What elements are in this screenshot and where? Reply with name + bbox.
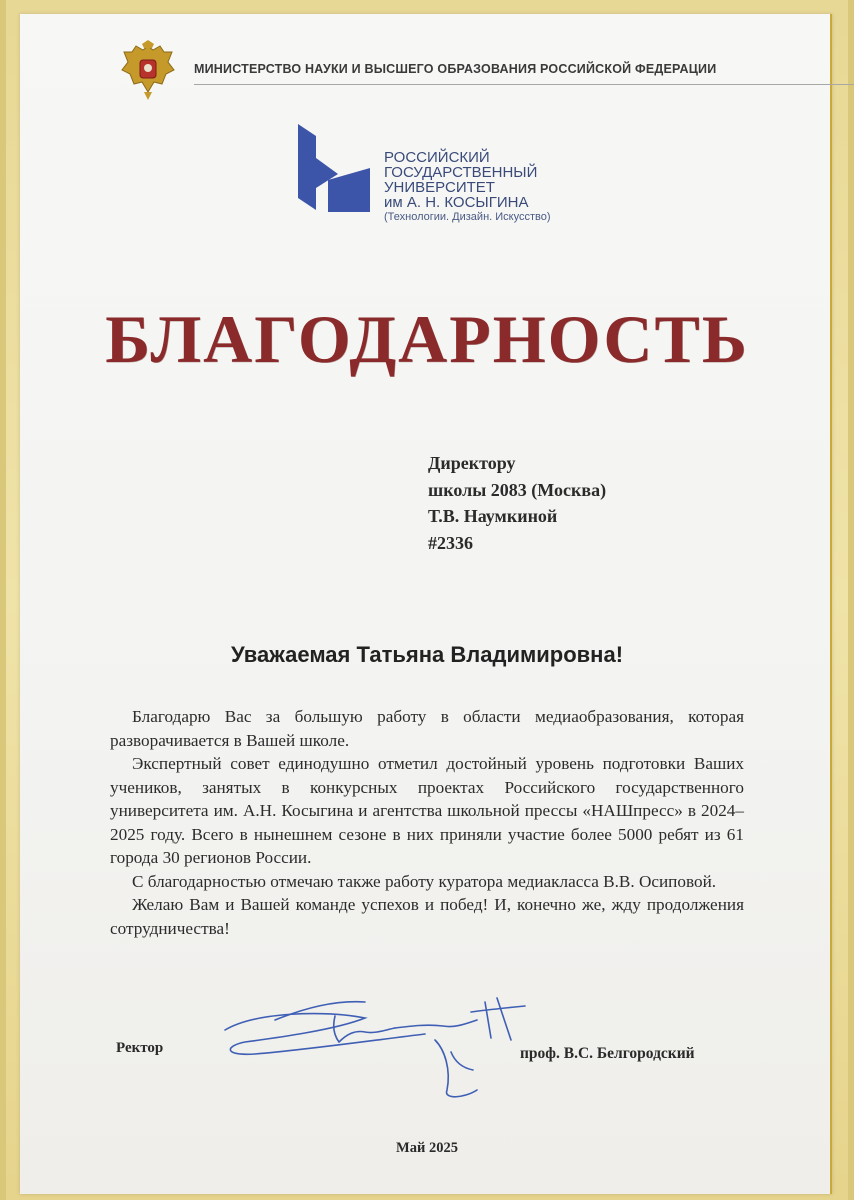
addressee-line-4: #2336 [428,532,473,553]
body-paragraph-4: Желаю Вам и Вашей команде успехов и побед! И, конечно же, жду продолжения сотрудничества! [110,895,744,938]
kosygin-university-logo-icon [294,122,374,214]
signatory-name: проф. В.С. Белгородский [520,1045,695,1062]
university-line-3: УНИВЕРСИТЕТ [384,179,495,196]
document-date: Май 2025 [396,1140,458,1156]
addressee-line-2: школы 2083 (Москва) [428,479,607,500]
gold-border-line [830,14,832,1194]
addressee-block [428,450,606,556]
document-title: БЛАГОДАРНОСТЬ [105,301,749,377]
letter-body [110,705,744,940]
ministry-header [120,40,740,100]
header-divider [194,84,854,85]
university-line-5: (Технологии. Дизайн. Искусство) [384,211,551,223]
handwritten-signature [215,990,535,1110]
university-line-2: ГОСУДАРСТВЕННЫЙ [384,164,538,181]
university-line-4: им А. Н. КОСЫГИНА [384,194,529,211]
body-paragraph-1: Благодарю Вас за большую работу в области медиаобразования, которая разворачивается в Вашей школе. [110,707,744,750]
university-line-1: РОССИЙСКИЙ [384,149,490,166]
university-name [384,150,551,224]
addressee-line-1: Директору [428,453,516,473]
salutation: Уважаемая Татьяна Владимировна! [230,642,624,667]
body-paragraph-3: С благодарностью отмечаю также работу куратора медиакласса В.В. Осиповой. [132,871,717,891]
body-paragraph-2: Экспертный совет единодушно отметил достойный уровень подготовки Ваших учеников, занятых в конкурсных проектах Российского государственного университета им. А.Н. Косыгина и агентства школьной прессы «НАШпресс» в 2024–2025 году. Всего в нынешнем сезоне в них приняли участие более 5000 ребят из 61 города 30 регионов России. [110,754,744,867]
ministry-name: МИНИСТЕРСТВО НАУКИ И ВЫСШЕГО ОБРАЗОВАНИЯ РОССИЙСКОЙ ФЕДЕРАЦИИ [194,62,717,76]
signatory-role: Ректор [116,1040,164,1056]
russian-coat-of-arms-icon [120,40,176,100]
addressee-line-3: Т.В. Наумкиной [428,506,558,526]
